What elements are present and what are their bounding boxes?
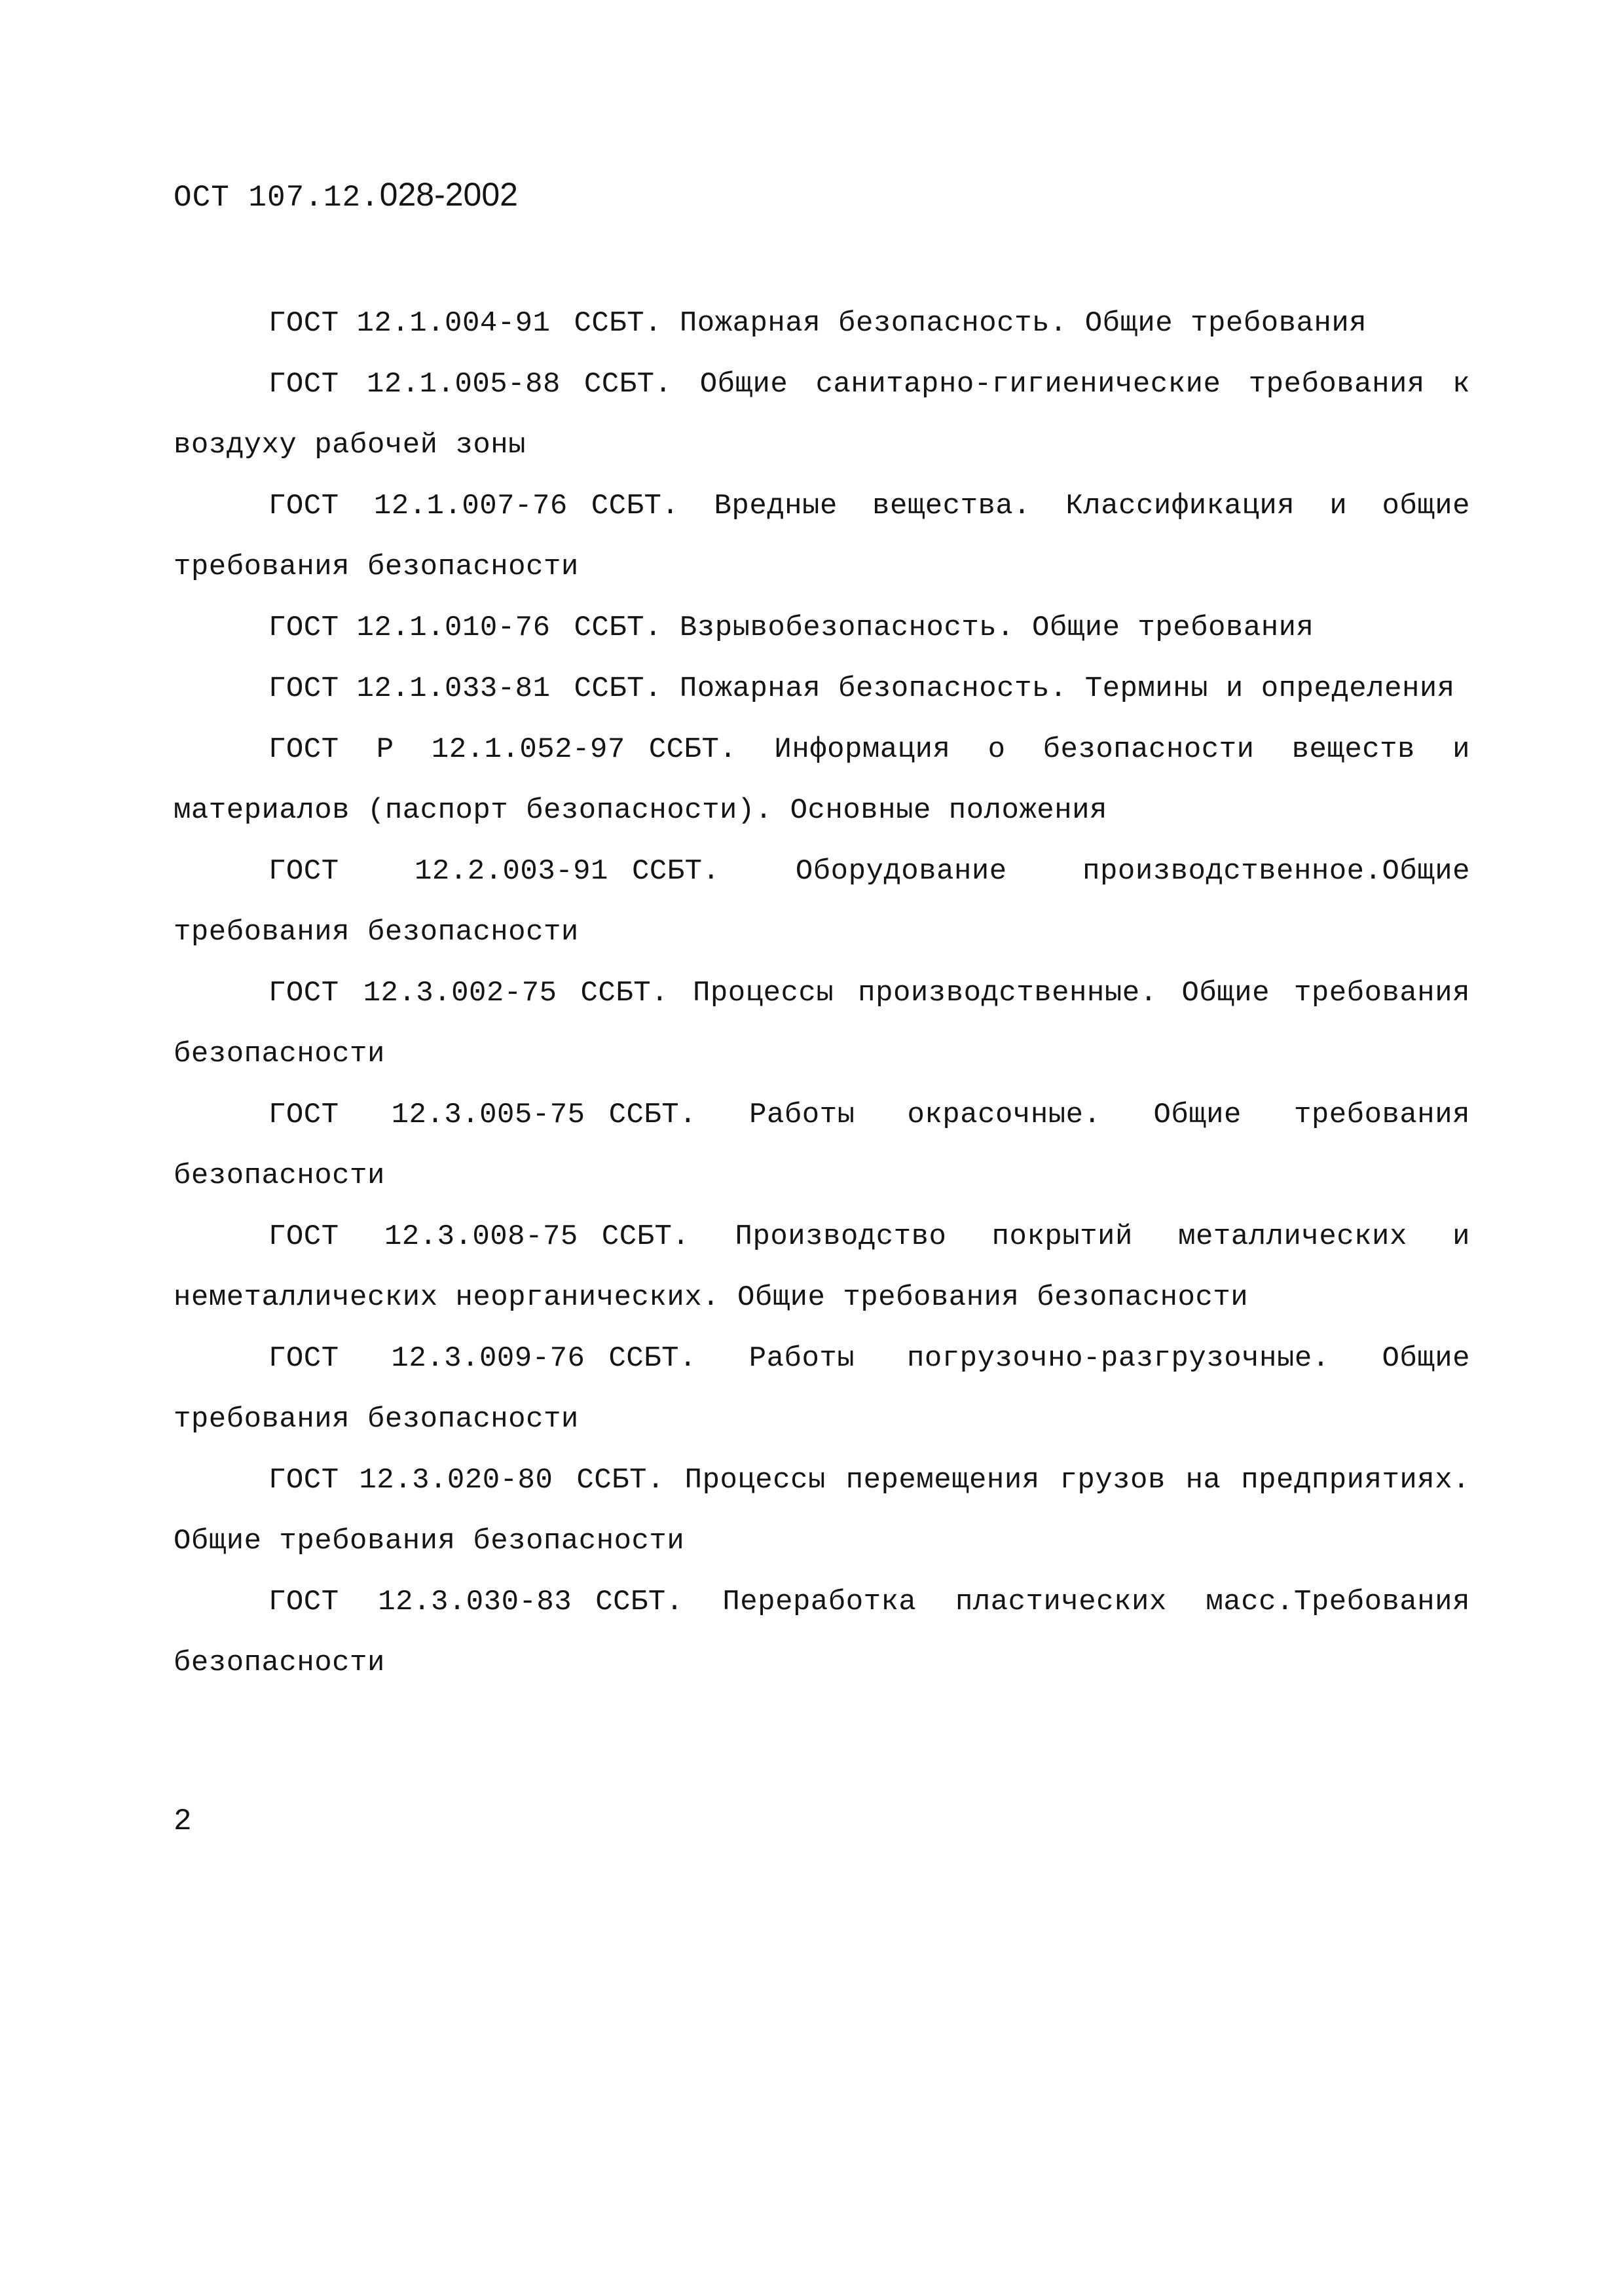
reference-title: ССБТ. Оборудование производственное.Общие требования безопасности	[174, 855, 1470, 949]
normative-references-list	[174, 293, 1470, 1694]
reference-code: ГОСТ 12.3.009-76	[268, 1342, 585, 1375]
reference-title: ССБТ. Информация о безопасности веществ и материалов (паспорт безопасности). Основные положения	[174, 733, 1470, 827]
reference-item	[174, 1085, 1470, 1207]
reference-code: ГОСТ 12.3.020-80	[268, 1464, 553, 1497]
reference-title: ССБТ. Взрывобезопасность. Общие требования	[574, 611, 1314, 644]
reference-code: ГОСТ 12.1.004-91	[268, 307, 551, 340]
reference-title: ССБТ. Процессы производственные. Общие требования безопасности	[174, 977, 1471, 1070]
reference-title: ССБТ. Общие санитарно-гигиенические требования к воздуху рабочей зоны	[174, 368, 1471, 462]
page-number: 2	[174, 1804, 192, 1838]
document-header	[174, 173, 518, 219]
reference-code: ГОСТ 12.3.030-83	[268, 1586, 572, 1618]
reference-item	[174, 1207, 1470, 1328]
reference-code: ГОСТ 12.3.005-75	[268, 1099, 585, 1131]
reference-code: ГОСТ 12.1.005-88	[268, 368, 561, 401]
reference-code: ГОСТ 12.3.002-75	[268, 977, 557, 1010]
document-header-prefix: ОСТ 107.12.	[174, 181, 380, 215]
reference-title: ССБТ. Пожарная безопасность. Общие требования	[574, 307, 1367, 340]
reference-code: ГОСТ 12.1.007-76	[268, 490, 568, 522]
reference-title: ССБТ. Вредные вещества. Классификация и общие требования безопасности	[174, 490, 1470, 583]
reference-title: ССБТ. Работы погрузочно-разгрузочные. Общие требования безопасности	[174, 1342, 1471, 1436]
reference-item	[174, 476, 1470, 598]
reference-item	[174, 354, 1470, 476]
reference-item	[174, 1572, 1470, 1694]
reference-item	[174, 659, 1470, 720]
reference-title: ССБТ. Работы окрасочные. Общие требования безопасности	[174, 1099, 1471, 1192]
reference-code: ГОСТ Р 12.1.052-97	[268, 733, 625, 766]
reference-title: ССБТ. Переработка пластических масс.Требования безопасности	[174, 1586, 1470, 1679]
reference-item	[174, 1450, 1470, 1572]
reference-code: ГОСТ 12.1.033-81	[268, 672, 551, 705]
reference-title: ССБТ. Процессы перемещения грузов на предприятиях. Общие требования безопасности	[174, 1464, 1471, 1558]
reference-item	[174, 598, 1470, 659]
reference-code: ГОСТ 12.2.003-91	[268, 855, 608, 888]
reference-item	[174, 1328, 1470, 1450]
document-header-number: 028-2002	[379, 176, 518, 213]
reference-code: ГОСТ 12.1.010-76	[268, 611, 551, 644]
reference-title: ССБТ. Пожарная безопасность. Термины и определения	[574, 672, 1455, 705]
reference-item	[174, 963, 1470, 1085]
reference-title: ССБТ. Производство покрытий металлических и неметаллических неорганических. Общие требования безопасности	[174, 1220, 1470, 1314]
reference-item	[174, 841, 1470, 963]
reference-item	[174, 293, 1470, 354]
reference-code: ГОСТ 12.3.008-75	[268, 1220, 578, 1253]
reference-item	[174, 720, 1470, 841]
